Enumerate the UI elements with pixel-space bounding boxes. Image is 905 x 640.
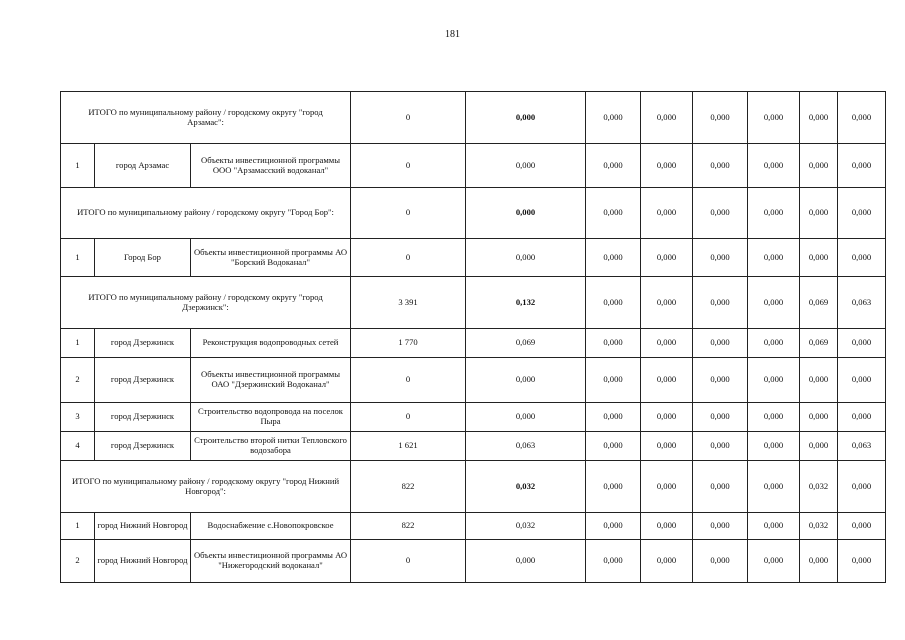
year-cell: 0,000 bbox=[693, 277, 748, 329]
total-title: ИТОГО по муниципальному району / городскому округу "город Нижний Новгород": bbox=[61, 461, 351, 513]
year-cell: 0,000 bbox=[748, 461, 800, 513]
total-row bbox=[61, 188, 886, 239]
year-cell: 0,000 bbox=[693, 432, 748, 461]
year-cell: 0,000 bbox=[748, 239, 800, 277]
city-cell: город Арзамас bbox=[95, 144, 191, 188]
row-number: 2 bbox=[61, 358, 95, 403]
row-number: 3 bbox=[61, 403, 95, 432]
coef-cell: 0,000 bbox=[466, 358, 586, 403]
total-coef: 0,032 bbox=[466, 461, 586, 513]
object-cell: Строительство водопровода на поселок Пыра bbox=[191, 403, 351, 432]
total-value: 822 bbox=[351, 461, 466, 513]
year-cell: 0,000 bbox=[586, 461, 641, 513]
year-cell: 0,000 bbox=[693, 329, 748, 358]
object-cell: Объекты инвестиционной программы ОАО "Дзержинский Водоканал" bbox=[191, 358, 351, 403]
year-cell: 0,000 bbox=[748, 358, 800, 403]
coef-cell: 0,000 bbox=[466, 540, 586, 583]
year-cell: 0,000 bbox=[641, 329, 693, 358]
year-cell: 0,000 bbox=[838, 144, 886, 188]
year-cell: 0,000 bbox=[693, 144, 748, 188]
total-row bbox=[61, 277, 886, 329]
year-cell: 0,000 bbox=[693, 461, 748, 513]
value-cell: 822 bbox=[351, 513, 466, 540]
total-title: ИТОГО по муниципальному району / городскому округу "город Арзамас": bbox=[61, 92, 351, 144]
object-cell: Строительство второй нитки Тепловского водозабора bbox=[191, 432, 351, 461]
year-cell: 0,000 bbox=[586, 403, 641, 432]
year-cell: 0,000 bbox=[693, 513, 748, 540]
year-cell: 0,000 bbox=[838, 329, 886, 358]
year-cell: 0,000 bbox=[641, 540, 693, 583]
year-cell: 0,000 bbox=[641, 513, 693, 540]
year-cell: 0,000 bbox=[586, 239, 641, 277]
year-cell: 0,000 bbox=[641, 239, 693, 277]
city-cell: город Нижний Новгород bbox=[95, 513, 191, 540]
table-row bbox=[61, 432, 886, 461]
coef-cell: 0,032 bbox=[466, 513, 586, 540]
year-cell: 0,000 bbox=[586, 358, 641, 403]
city-cell: город Дзержинск bbox=[95, 403, 191, 432]
year-cell: 0,000 bbox=[800, 239, 838, 277]
year-cell: 0,000 bbox=[693, 92, 748, 144]
value-cell: 0 bbox=[351, 144, 466, 188]
coef-cell: 0,000 bbox=[466, 144, 586, 188]
year-cell: 0,000 bbox=[838, 540, 886, 583]
object-cell: Объекты инвестиционной программы АО "Нижегородский водоканал" bbox=[191, 540, 351, 583]
year-cell: 0,000 bbox=[748, 432, 800, 461]
year-cell: 0,000 bbox=[586, 329, 641, 358]
city-cell: город Нижний Новгород bbox=[95, 540, 191, 583]
year-cell: 0,000 bbox=[800, 188, 838, 239]
year-cell: 0,000 bbox=[641, 461, 693, 513]
year-cell: 0,000 bbox=[800, 92, 838, 144]
table-row bbox=[61, 403, 886, 432]
year-cell: 0,032 bbox=[800, 461, 838, 513]
city-cell: Город Бор bbox=[95, 239, 191, 277]
value-cell: 0 bbox=[351, 239, 466, 277]
year-cell: 0,000 bbox=[838, 92, 886, 144]
total-coef: 0,000 bbox=[466, 92, 586, 144]
year-cell: 0,000 bbox=[586, 188, 641, 239]
year-cell: 0,063 bbox=[838, 277, 886, 329]
year-cell: 0,000 bbox=[748, 144, 800, 188]
year-cell: 0,000 bbox=[800, 403, 838, 432]
row-number: 1 bbox=[61, 144, 95, 188]
table-row bbox=[61, 513, 886, 540]
year-cell: 0,000 bbox=[838, 188, 886, 239]
year-cell: 0,000 bbox=[748, 92, 800, 144]
year-cell: 0,000 bbox=[693, 239, 748, 277]
object-cell: Реконструкция водопроводных сетей bbox=[191, 329, 351, 358]
year-cell: 0,000 bbox=[838, 239, 886, 277]
year-cell: 0,000 bbox=[838, 513, 886, 540]
total-coef: 0,000 bbox=[466, 188, 586, 239]
object-cell: Объекты инвестиционной программы АО "Борский Водоканал" bbox=[191, 239, 351, 277]
year-cell: 0,000 bbox=[641, 358, 693, 403]
value-cell: 1 770 bbox=[351, 329, 466, 358]
table-row bbox=[61, 329, 886, 358]
year-cell: 0,000 bbox=[586, 513, 641, 540]
row-number: 4 bbox=[61, 432, 95, 461]
year-cell: 0,000 bbox=[641, 432, 693, 461]
investment-table bbox=[60, 91, 886, 583]
year-cell: 0,000 bbox=[800, 358, 838, 403]
coef-cell: 0,069 bbox=[466, 329, 586, 358]
year-cell: 0,069 bbox=[800, 329, 838, 358]
table-row bbox=[61, 144, 886, 188]
year-cell: 0,000 bbox=[641, 403, 693, 432]
row-number: 2 bbox=[61, 540, 95, 583]
value-cell: 0 bbox=[351, 358, 466, 403]
total-row bbox=[61, 461, 886, 513]
year-cell: 0,000 bbox=[586, 432, 641, 461]
total-title: ИТОГО по муниципальному району / городскому округу "Город Бор": bbox=[61, 188, 351, 239]
year-cell: 0,000 bbox=[641, 277, 693, 329]
year-cell: 0,000 bbox=[748, 329, 800, 358]
total-value: 3 391 bbox=[351, 277, 466, 329]
object-cell: Водоснабжение с.Новопокровское bbox=[191, 513, 351, 540]
year-cell: 0,000 bbox=[586, 92, 641, 144]
year-cell: 0,000 bbox=[838, 461, 886, 513]
year-cell: 0,000 bbox=[693, 358, 748, 403]
year-cell: 0,032 bbox=[800, 513, 838, 540]
table-row bbox=[61, 239, 886, 277]
year-cell: 0,000 bbox=[586, 540, 641, 583]
row-number: 1 bbox=[61, 513, 95, 540]
total-row bbox=[61, 92, 886, 144]
year-cell: 0,000 bbox=[838, 358, 886, 403]
year-cell: 0,000 bbox=[641, 188, 693, 239]
coef-cell: 0,000 bbox=[466, 403, 586, 432]
value-cell: 1 621 bbox=[351, 432, 466, 461]
year-cell: 0,000 bbox=[748, 188, 800, 239]
city-cell: город Дзержинск bbox=[95, 329, 191, 358]
year-cell: 0,063 bbox=[838, 432, 886, 461]
year-cell: 0,000 bbox=[748, 513, 800, 540]
city-cell: город Дзержинск bbox=[95, 432, 191, 461]
total-title: ИТОГО по муниципальному району / городскому округу "город Дзержинск": bbox=[61, 277, 351, 329]
page-number: 181 bbox=[445, 29, 460, 40]
total-value: 0 bbox=[351, 188, 466, 239]
value-cell: 0 bbox=[351, 540, 466, 583]
value-cell: 0 bbox=[351, 403, 466, 432]
table-row bbox=[61, 540, 886, 583]
object-cell: Объекты инвестиционной программы ООО "Арзамасский водоканал" bbox=[191, 144, 351, 188]
year-cell: 0,000 bbox=[748, 540, 800, 583]
year-cell: 0,069 bbox=[800, 277, 838, 329]
year-cell: 0,000 bbox=[693, 540, 748, 583]
coef-cell: 0,000 bbox=[466, 239, 586, 277]
year-cell: 0,000 bbox=[693, 188, 748, 239]
table-row bbox=[61, 358, 886, 403]
coef-cell: 0,063 bbox=[466, 432, 586, 461]
year-cell: 0,000 bbox=[641, 144, 693, 188]
total-value: 0 bbox=[351, 92, 466, 144]
year-cell: 0,000 bbox=[800, 144, 838, 188]
year-cell: 0,000 bbox=[641, 92, 693, 144]
row-number: 1 bbox=[61, 329, 95, 358]
total-coef: 0,132 bbox=[466, 277, 586, 329]
year-cell: 0,000 bbox=[800, 432, 838, 461]
year-cell: 0,000 bbox=[586, 144, 641, 188]
year-cell: 0,000 bbox=[586, 277, 641, 329]
city-cell: город Дзержинск bbox=[95, 358, 191, 403]
row-number: 1 bbox=[61, 239, 95, 277]
year-cell: 0,000 bbox=[748, 403, 800, 432]
year-cell: 0,000 bbox=[800, 540, 838, 583]
year-cell: 0,000 bbox=[693, 403, 748, 432]
year-cell: 0,000 bbox=[748, 277, 800, 329]
year-cell: 0,000 bbox=[838, 403, 886, 432]
